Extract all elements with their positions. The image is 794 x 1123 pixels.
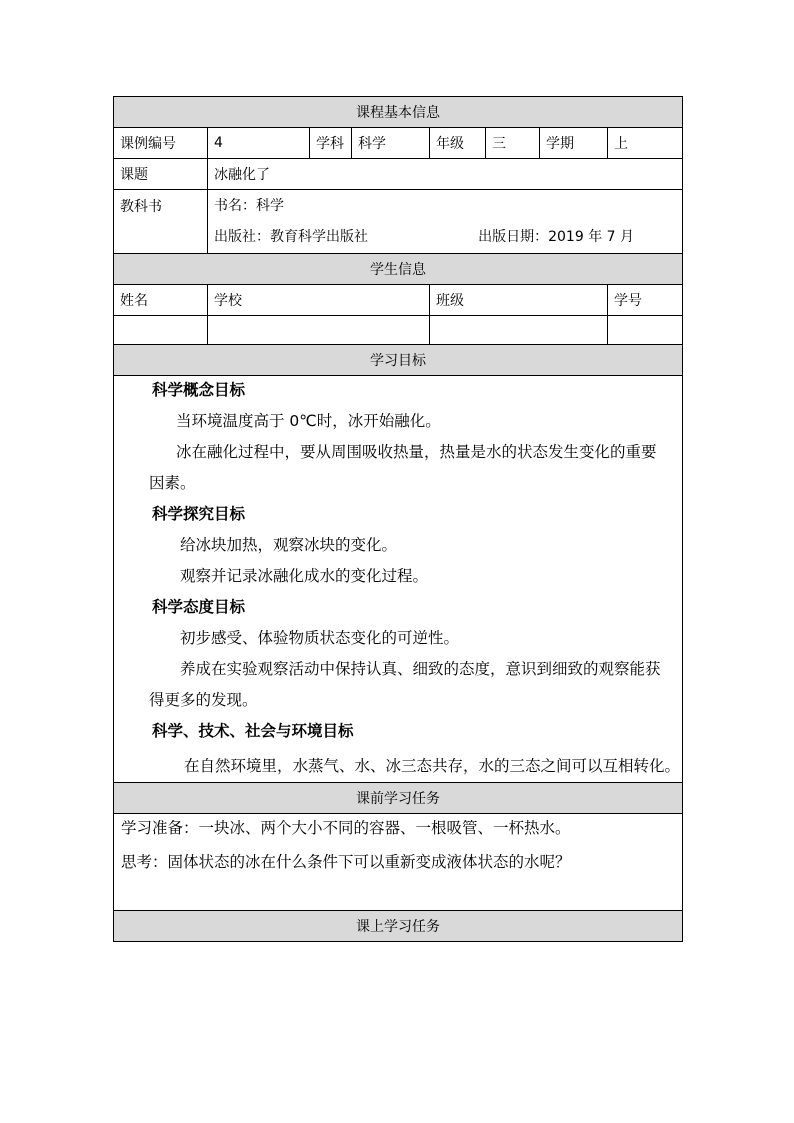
name-label: 姓名 xyxy=(114,285,208,316)
term-label: 学期 xyxy=(540,128,608,159)
attitude-goal-2: 养成在实验观察活动中保持认真、细致的态度，意识到细致的观察能获 xyxy=(180,660,661,678)
textbook-info xyxy=(208,190,683,254)
concept-goal-2: 冰在融化过程中，要从周围吸收热量，热量是水的状态发生变化的重要 xyxy=(176,443,657,461)
pre-class-tasks-body xyxy=(114,814,683,911)
attitude-goal-2-cont: 得更多的发现。 xyxy=(149,691,258,709)
textbook-label: 教科书 xyxy=(114,190,208,254)
grade-label: 年级 xyxy=(430,128,486,159)
publish-date: 出版日期：2019 年 7 月 xyxy=(478,228,634,245)
concept-goal-title: 科学概念目标 xyxy=(152,381,246,399)
stse-goal-title: 科学、技术、社会与环境目标 xyxy=(152,722,354,740)
class-field[interactable] xyxy=(430,316,608,345)
pre-class-tasks-header: 课前学习任务 xyxy=(114,783,683,814)
learning-goals-header: 学习目标 xyxy=(114,345,683,376)
school-label: 学校 xyxy=(208,285,430,316)
preparation-text: 学习准备：一块冰、两个大小不同的容器、一根吸管、一杯热水。 xyxy=(121,819,571,837)
grade-value: 三 xyxy=(486,128,540,159)
inquiry-goal-1: 给冰块加热，观察冰块的变化。 xyxy=(180,536,398,554)
topic-label: 课题 xyxy=(114,159,208,190)
lesson-form-table xyxy=(113,96,683,942)
thinking-question: 思考：固体状态的冰在什么条件下可以重新变成液体状态的水呢？ xyxy=(121,853,571,871)
concept-goal-1: 当环境温度高于 0℃时，冰开始融化。 xyxy=(176,412,441,430)
subject-value: 科学 xyxy=(352,128,430,159)
class-label: 班级 xyxy=(430,285,608,316)
attitude-goal-1: 初步感受、体验物质状态变化的可逆性。 xyxy=(180,629,460,647)
attitude-goal-title: 科学态度目标 xyxy=(152,598,246,616)
case-no-value: 4 xyxy=(208,128,310,159)
name-field[interactable] xyxy=(114,316,208,345)
publisher: 出版社：教育科学出版社 xyxy=(214,228,368,245)
inquiry-goal-2: 观察并记录冰融化成水的变化过程。 xyxy=(180,567,429,585)
book-name: 书名：科学 xyxy=(214,197,284,214)
student-id-field[interactable] xyxy=(608,316,683,345)
student-id-label: 学号 xyxy=(608,285,683,316)
in-class-tasks-header: 课上学习任务 xyxy=(114,911,683,942)
student-info-header: 学生信息 xyxy=(114,254,683,285)
topic-value: 冰融化了 xyxy=(208,159,683,190)
case-no-label: 课例编号 xyxy=(114,128,208,159)
publisher-line xyxy=(214,222,682,253)
concept-goal-2-cont: 因素。 xyxy=(149,474,196,492)
subject-label: 学科 xyxy=(310,128,352,159)
course-info-header: 课程基本信息 xyxy=(114,97,683,128)
learning-goals-body xyxy=(114,376,683,783)
stse-goal-1: 在自然环境里，水蒸气、水、冰三态共存，水的三态之间可以互相转化。 xyxy=(184,757,681,775)
school-field[interactable] xyxy=(208,316,430,345)
inquiry-goal-title: 科学探究目标 xyxy=(152,505,246,523)
term-value: 上 xyxy=(608,128,683,159)
